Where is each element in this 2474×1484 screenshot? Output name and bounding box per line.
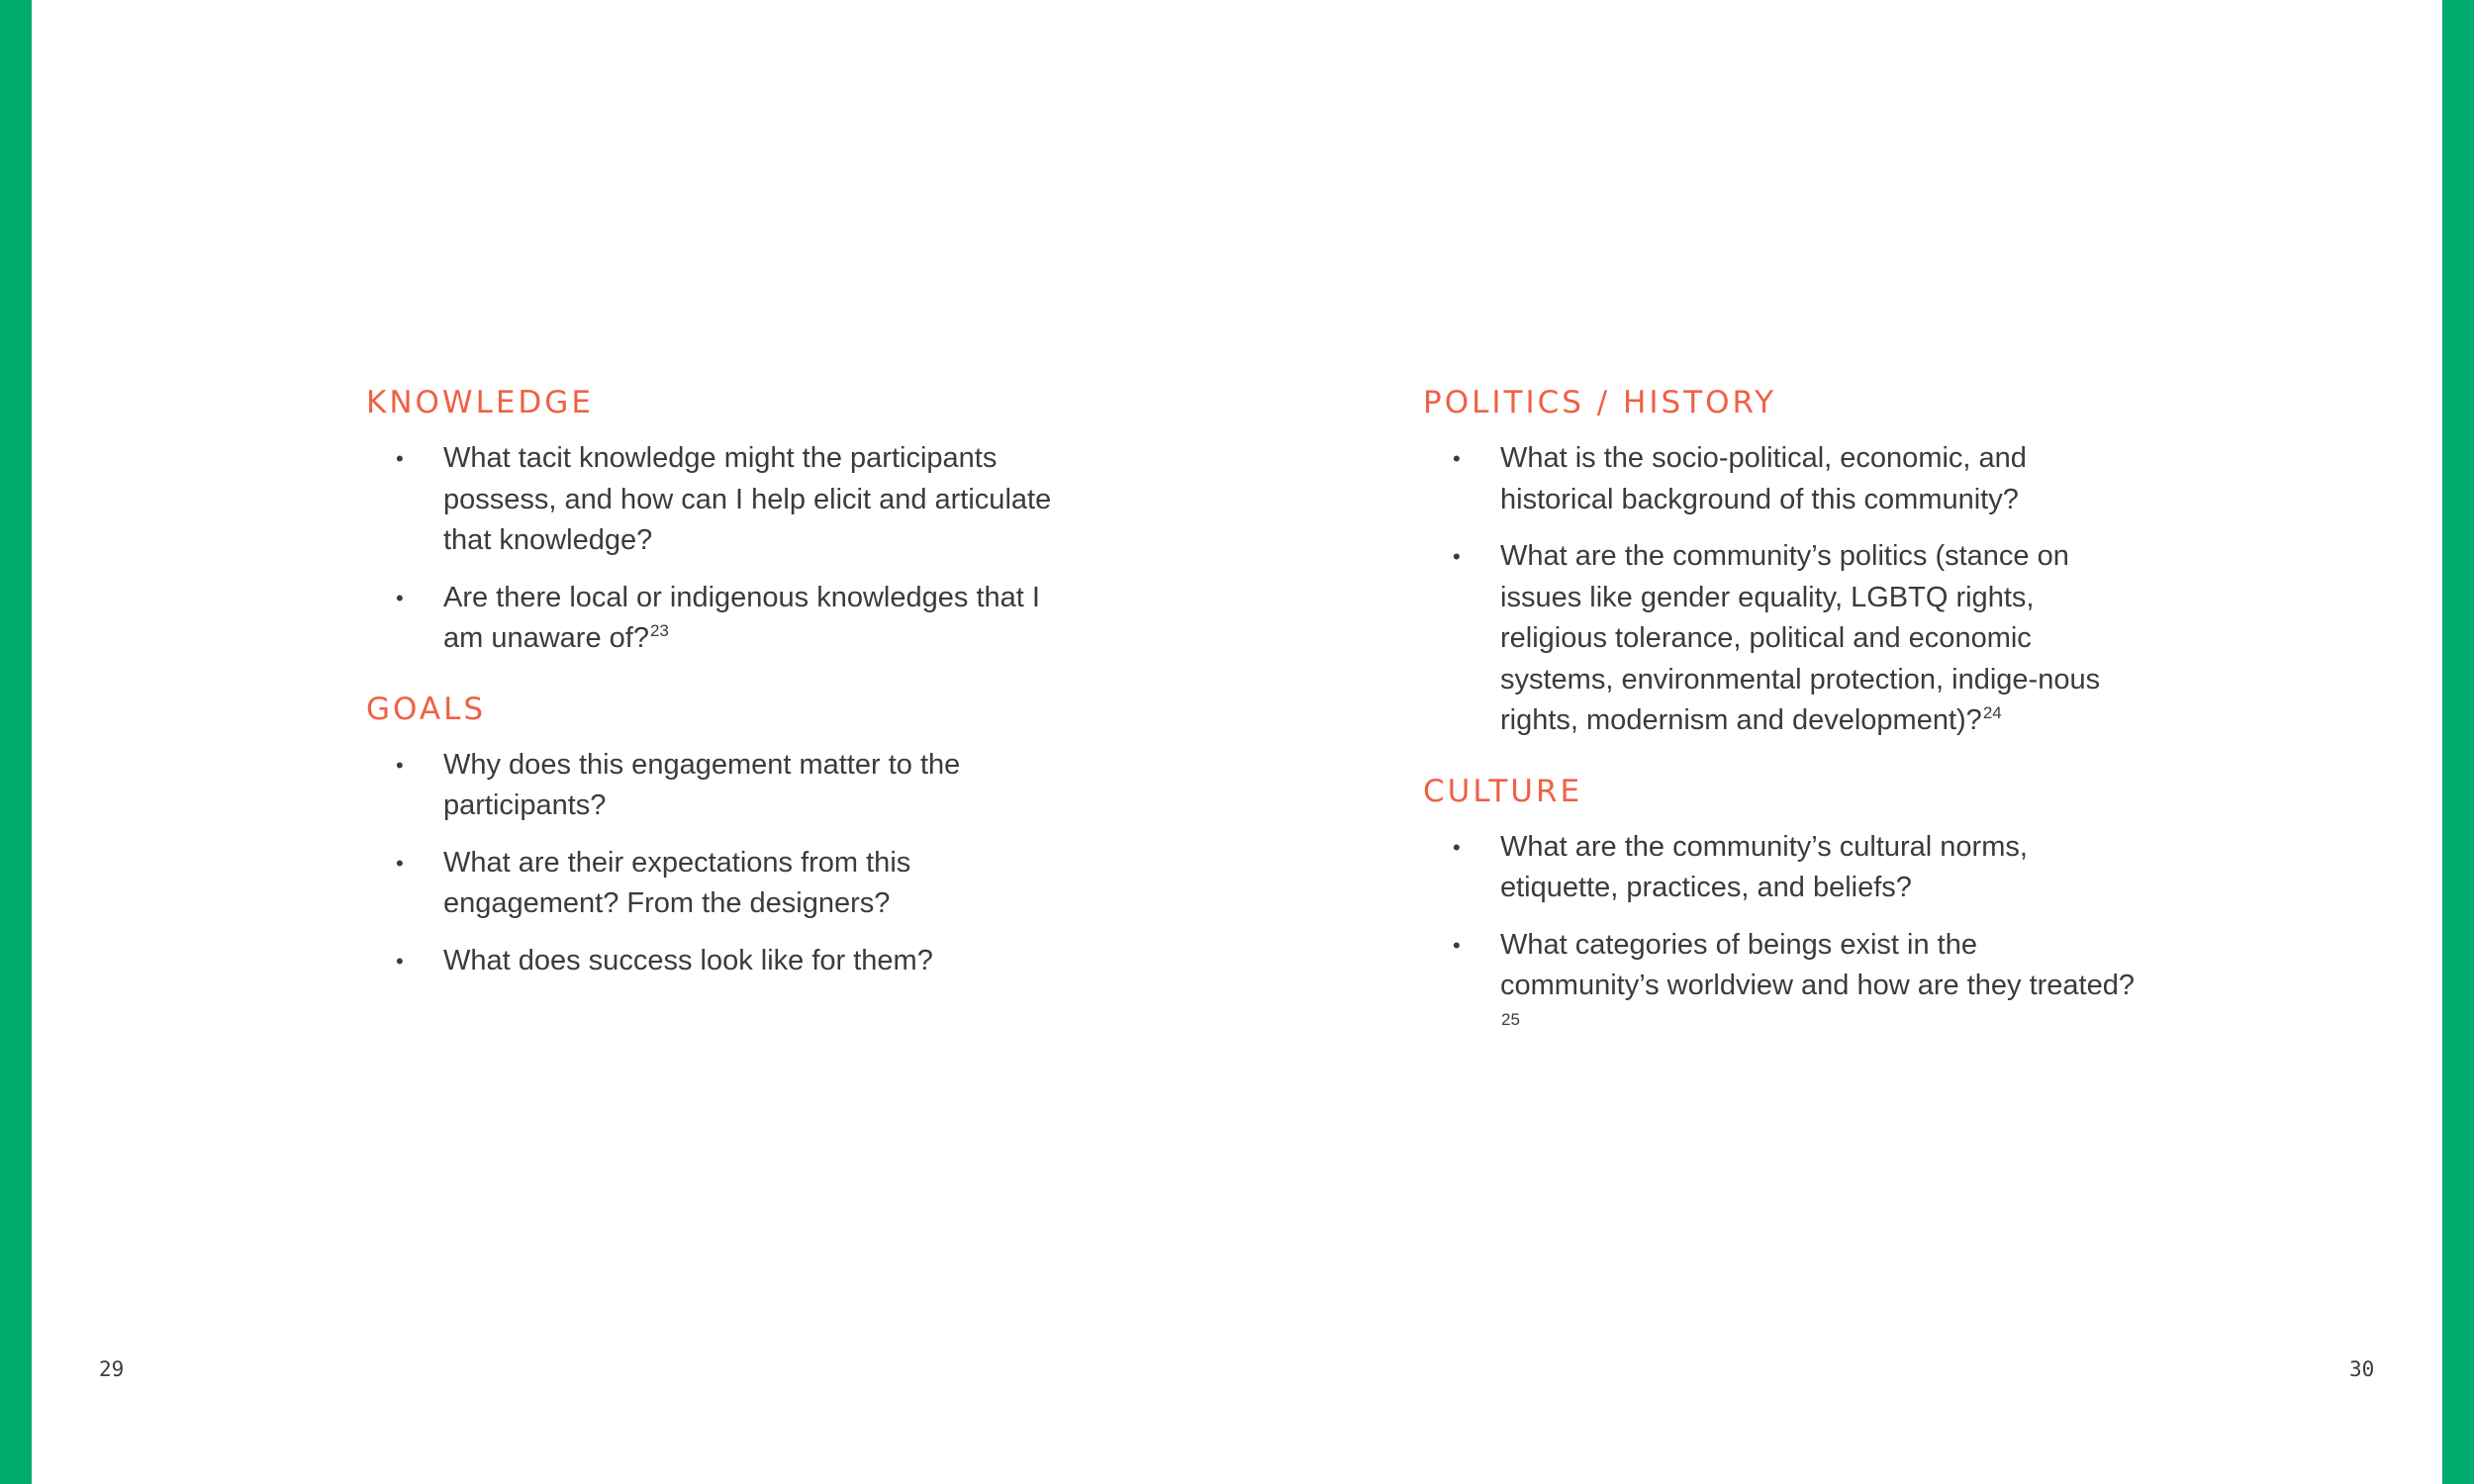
section-politics-history — [1423, 381, 2136, 742]
item-text: What tacit knowledge might the participants possess, and how can I help elicit and articulate that knowledge? — [443, 442, 1052, 556]
item-text: What are their expectations from this engagement? From the designers? — [443, 846, 911, 919]
left-page-content — [366, 381, 1079, 1009]
list-item — [1423, 536, 2136, 742]
item-text: What are the community’s politics (stance on issues like gender equality, LGBTQ rights, religious tolerance, political and economic systems, environmental protection, indige-nous rights, modernism and development)? — [1500, 540, 2101, 736]
page-number-left: 29 — [99, 1357, 125, 1381]
list-item — [366, 843, 1079, 925]
question-list — [1423, 827, 2136, 1049]
item-text: Why does this engagement matter to the participants? — [443, 748, 961, 821]
item-text: Are there local or indigenous knowledges that I am unaware of? — [443, 581, 1040, 654]
question-list — [366, 438, 1079, 660]
item-text: What are the community’s cultural norms, etiquette, practices, and beliefs? — [1500, 830, 2028, 903]
section-heading: POLITICS / HISTORY — [1423, 385, 1777, 420]
section-heading: GOALS — [366, 691, 487, 727]
list-item — [1423, 438, 2136, 520]
section-culture — [1423, 770, 2136, 1049]
bullet-icon: • — [1453, 932, 1461, 958]
list-item — [366, 941, 1079, 982]
section-knowledge — [366, 381, 1079, 660]
section-heading: KNOWLEDGE — [366, 385, 594, 420]
bullet-icon: • — [1453, 544, 1461, 569]
item-text: What does success look like for them? — [443, 944, 933, 976]
right-page-content — [1423, 381, 2136, 1075]
page-number-right: 30 — [2349, 1357, 2375, 1381]
list-item — [1423, 827, 2136, 909]
bullet-icon: • — [396, 585, 404, 610]
bullet-icon: • — [396, 446, 404, 471]
bullet-icon: • — [1453, 834, 1461, 860]
list-item — [366, 438, 1079, 562]
list-item — [1423, 925, 2136, 1049]
right-edge-bar — [2442, 0, 2474, 1484]
question-list — [1423, 438, 2136, 742]
footnote-ref: 23 — [649, 621, 669, 641]
bullet-icon: • — [396, 752, 404, 778]
footnote-ref: 24 — [1982, 703, 2002, 723]
bullet-icon: • — [396, 850, 404, 876]
footnote-ref: 25 — [1501, 1009, 1520, 1029]
list-item — [366, 745, 1079, 827]
list-item — [366, 578, 1079, 660]
left-edge-bar — [0, 0, 32, 1484]
section-goals — [366, 688, 1079, 982]
item-text: What categories of beings exist in the community’s worldview and how are they treated? — [1500, 928, 2136, 1001]
item-text: What is the socio-political, economic, and historical background of this community? — [1500, 442, 2027, 515]
question-list — [366, 745, 1079, 982]
bullet-icon: • — [1453, 446, 1461, 471]
bullet-icon: • — [396, 948, 404, 974]
section-heading: CULTURE — [1423, 773, 1583, 809]
